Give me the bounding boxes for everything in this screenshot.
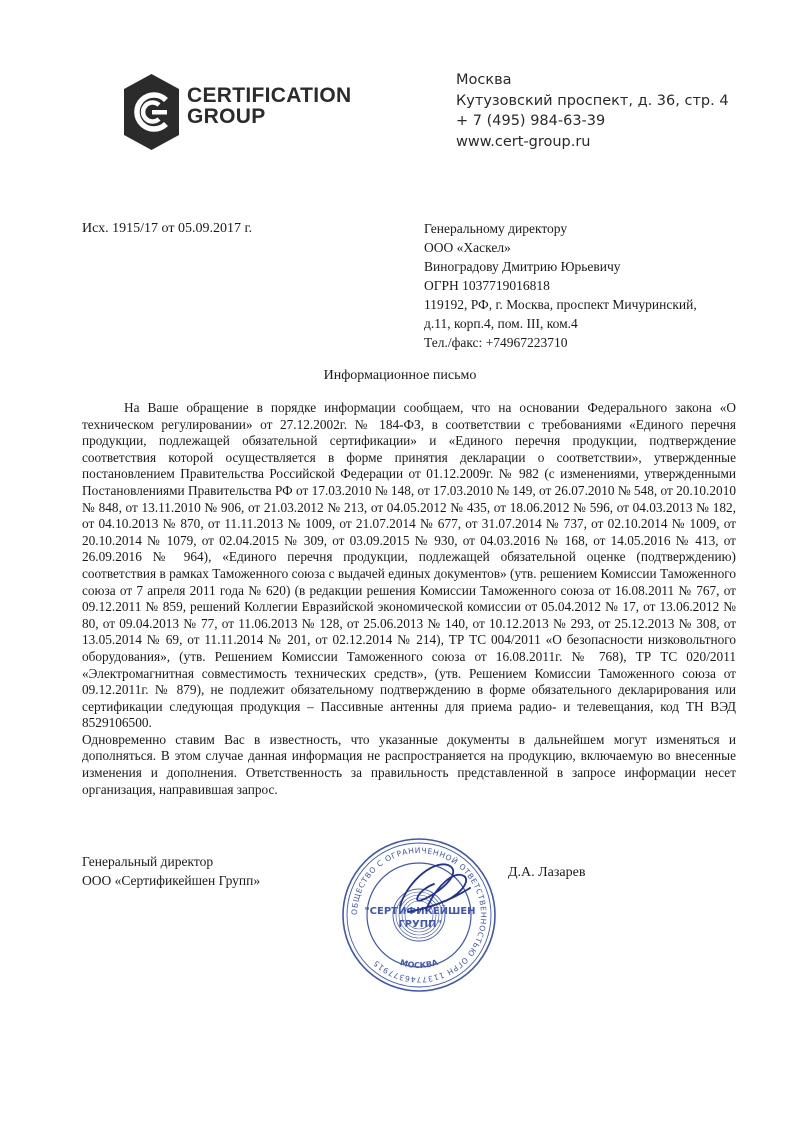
stamp-center-line1: "СЕРТИФИКЕЙШЕН <box>364 906 476 917</box>
recipient-address-line2: д.11, корп.4, пом. III, ком.4 <box>424 316 578 331</box>
signer-organization: ООО «Сертификейшен Групп» <box>82 873 261 888</box>
letter-title: Информационное письмо <box>323 368 477 383</box>
brand-name-line1: CERTIFICATION <box>187 84 352 107</box>
recipient-ogrn: ОГРН 1037719016818 <box>424 278 550 293</box>
company-phone: + 7 (495) 984-63-39 <box>456 113 606 129</box>
signer-block <box>82 852 260 890</box>
outgoing-reference: Исх. 1915/17 от 05.09.2017 г. <box>82 221 253 236</box>
recipient-block <box>424 219 697 352</box>
company-logo <box>122 72 362 152</box>
body-paragraph-1: На Ваше обращение в порядке информации сообщаем, что на основании Федерального закона «О техническом регулировании» от 27.12.2002г. № 184-ФЗ, в соответствии с требованиями «Единого перечня продукции, подлежащей обязательной сертификации» и «Единого перечня продукции, подтверждение соответствия которой осуществляется в форме принятия декларации о соответствии», утвержденные постановлением Правительства Российской Федерации от 01.12.2009г. № 982 (с изменениями, утвержденными Постановлениями Правительства РФ от 17.03.2010 № 148, от 17.03.2010 № 149, от 26.07.2010 № 548, от 20.10.2010 № 848, от 13.11.2010 № 906, от 21.03.2012 № 213, от 04.05.2012 № 435, от 18.06.2012 № 596, от 04.03.2013 № 182, от 04.10.2013 № 870, от 11.11.2013 № 1009, от 21.07.2014 № 677, от 31.07.2014 № 737, от 02.10.2014 № 1009, от 20.10.2014 № 1079, от 02.04.2015 № 309, от 03.09.2015 № 930, от 04.03.2016 № 168, от 14.05.2016 № 413, от 26.09.2016 № 964), «Единого перечня продукции, подлежащей обязательной оценке (подтверждению) соответствия в рамках Таможенного союза с выдачей единых документов» (утв. решением Комиссии Таможенного союза от 7 апреля 2011 года № 620) (в редакции решения Комиссии Таможенного союза от 16.08.2011 № 767, от 09.12.2011 № 859, решений Коллегии Евразийской экономической комиссии от 05.04.2012 № 17, от 13.06.2012 № 80, от 09.04.2013 № 77, от 11.06.2013 № 128, от 25.06.2013 № 140, от 10.12.2013 № 293, от 25.12.2013 № 308, от 13.05.2014 № 69, от 11.11.2014 № 201, от 02.12.2014 № 214), ТР ТС 004/2011 «О безопасности низковольтного оборудования», (утв. Решением Комиссии Таможенного союза от 16.08.2011г. № 768), ТР ТС 020/2011 «Электромагнитная совместимость технических средств», (утв. Решением Комиссии Таможенного союза от 09.12.2011г. № 879), не подлежит обязательному подтверждению в форме обязательного декларирования или сертификации следующая продукция – Пассивные антенны для приема радио- и телевещания, код ТН ВЭД 8529106500. <box>82 400 736 731</box>
stamp-center-line2: ГРУПП" <box>398 919 442 930</box>
body-paragraph-2: Одновременно ставим Вас в известность, что указанные документы в дальнейшем могут изменяться и дополняться. В этом случае данная информация не распространяется на продукцию, включаемую во внесенные изменения и дополнения. Ответственность за правильность представленной в запросе информации несет организация, направившая запрос. <box>82 731 736 797</box>
stamp-bottom-text: МОСКВА <box>398 957 440 971</box>
recipient-address-line1: 119192, РФ, г. Москва, проспект Мичуринский, <box>424 297 697 312</box>
recipient-name: Виноградову Дмитрию Юрьевичу <box>424 259 621 274</box>
recipient-position: Генеральному директору <box>424 221 568 236</box>
recipient-phone: Тел./факс: +74967223710 <box>424 335 568 350</box>
handwritten-signature <box>378 850 478 920</box>
certification-group-logo-icon <box>122 72 181 152</box>
company-city: Москва <box>456 72 512 88</box>
recipient-organization: ООО «Хаскел» <box>424 240 511 255</box>
signer-name: Д.А. Лазарев <box>508 865 586 880</box>
svg-text:МОСКВА <box>399 958 440 970</box>
letter-body <box>82 400 736 798</box>
brand-name-line2: GROUP <box>187 105 266 128</box>
signer-position: Генеральный директор <box>82 854 214 869</box>
stamp-ring-text: ОБЩЕСТВО С ОГРАНИЧЕННОЙ ОТВЕТСТВЕННОСТЬЮ ОГРН 1137746377915 <box>349 845 489 985</box>
company-website: www.cert-group.ru <box>456 133 591 150</box>
company-address: Кутузовский проспект, д. 36, стр. 4 <box>456 92 729 109</box>
company-contacts <box>456 70 729 152</box>
